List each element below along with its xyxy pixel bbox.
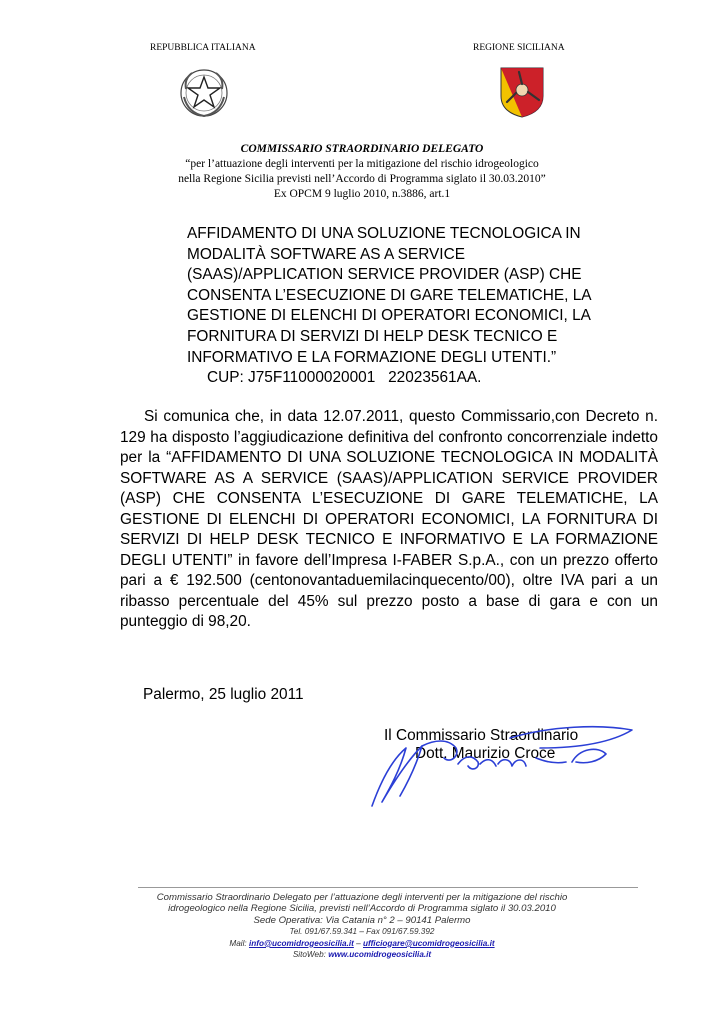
subject-line: INFORMATIVO E LA FORMAZIONE DEGLI UTENTI.” [187, 348, 557, 366]
signatory-title: Il Commissario Straordinario [384, 727, 579, 744]
footer-phone: Tel. 091/67.59.341 – Fax 091/67.59.392 [289, 927, 435, 937]
footer-divider [138, 887, 638, 888]
office-line: “per l’attuazione degli interventi per la mitigazione del rischio idrogeologico [185, 158, 539, 170]
mail-label: Mail: [229, 938, 247, 948]
subject-block [187, 224, 657, 389]
header-left-label: REPUBBLICA ITALIANA [150, 43, 256, 53]
subject-line: MODALITÀ SOFTWARE AS A SERVICE [187, 245, 465, 263]
subject-line: CONSENTA L’ESECUZIONE DI GARE TELEMATICHE, LA [187, 286, 592, 304]
subject-line: AFFIDAMENTO DI UNA SOLUZIONE TECNOLOGICA IN [187, 225, 581, 242]
signatory-name: Dott. Maurizio Croce [415, 745, 556, 762]
website-link[interactable]: www.ucomidrogeosicilia.it [328, 950, 432, 960]
mail-separator: – [356, 938, 361, 948]
footer-web-row [0, 949, 724, 960]
footer-line: idrogeologico nella Regione Sicilia, previsti nell’Accordo di Programma siglato il 30.03.2010 [168, 903, 556, 915]
office-heading [0, 142, 724, 202]
footer [0, 892, 724, 960]
handwritten-signature [360, 718, 640, 813]
office-title: COMMISSARIO STRAORDINARIO DELEGATO [240, 143, 484, 155]
sicilian-region-coat-of-arms-icon [499, 66, 545, 118]
subject-line: FORNITURA DI SERVIZI DI HELP DESK TECNICO E [187, 327, 558, 345]
mail-link-info[interactable]: info@ucomidrogeosicilia.it [248, 938, 354, 948]
mail-link-ufficiogare[interactable]: ufficiogare@ucomidrogeosicilia.it [363, 938, 495, 948]
italian-republic-emblem-icon [178, 67, 230, 119]
office-line: nella Regione Sicilia previsti nell’Accordo di Programma siglato il 30.03.2010” [178, 173, 546, 185]
footer-mail-row [0, 938, 724, 949]
office-line: Ex OPCM 9 luglio 2010, n.3886, art.1 [273, 188, 451, 200]
subject-line: (SAAS)/APPLICATION SERVICE PROVIDER (ASP) CHE [187, 266, 582, 284]
subject-line: GESTIONE DI ELENCHI DI OPERATORI ECONOMICI, LA [187, 307, 591, 325]
footer-address: Sede Operativa: Via Catania n° 2 – 90141 Palermo [253, 914, 471, 926]
cup-code: CUP: J75F11000020001 22023561AA. [207, 369, 482, 387]
footer-line: Commissario Straordinario Delegato per l’attuazione degli interventi per la mitigazione del rischio [156, 892, 568, 903]
place-date: Palermo, 25 luglio 2011 [143, 686, 304, 703]
header-right-label: REGIONE SICILIANA [473, 43, 565, 53]
body-paragraph: Si comunica che, in data 12.07.2011, questo Commissario,con Decreto n. 129 ha disposto l’aggiudicazione definitiva del confronto concorrenziale indetto per la “AFFIDAMENTO DI UNA SOLUZIONE TECNOLOGICA IN MODALITÀ SOFTWARE AS A SERVICE (SAAS)/APPLICATION SERVICE PROVIDER (ASP) CHE CONSENTA L’ESECUZIONE DI GARE TELEMATICHE, LA GESTIONE DI ELENCHI DI OPERATORI ECONOMICI, LA FORNITURA DI SERVIZI DI HELP DESK TECNICO E INFORMATIVO E LA FORMAZIONE DEGLI UTENTI” in favore dell’Impresa I-FABER S.p.A., con un prezzo offerto pari a € 192.500 (centonovantaduemilacinquecento/00), oltre IVA pari a un ribasso percentuale del 45% sul prezzo posto a base di gara e con un punteggio di 98,20. [120, 408, 658, 630]
web-label: SitoWeb: [292, 950, 326, 960]
